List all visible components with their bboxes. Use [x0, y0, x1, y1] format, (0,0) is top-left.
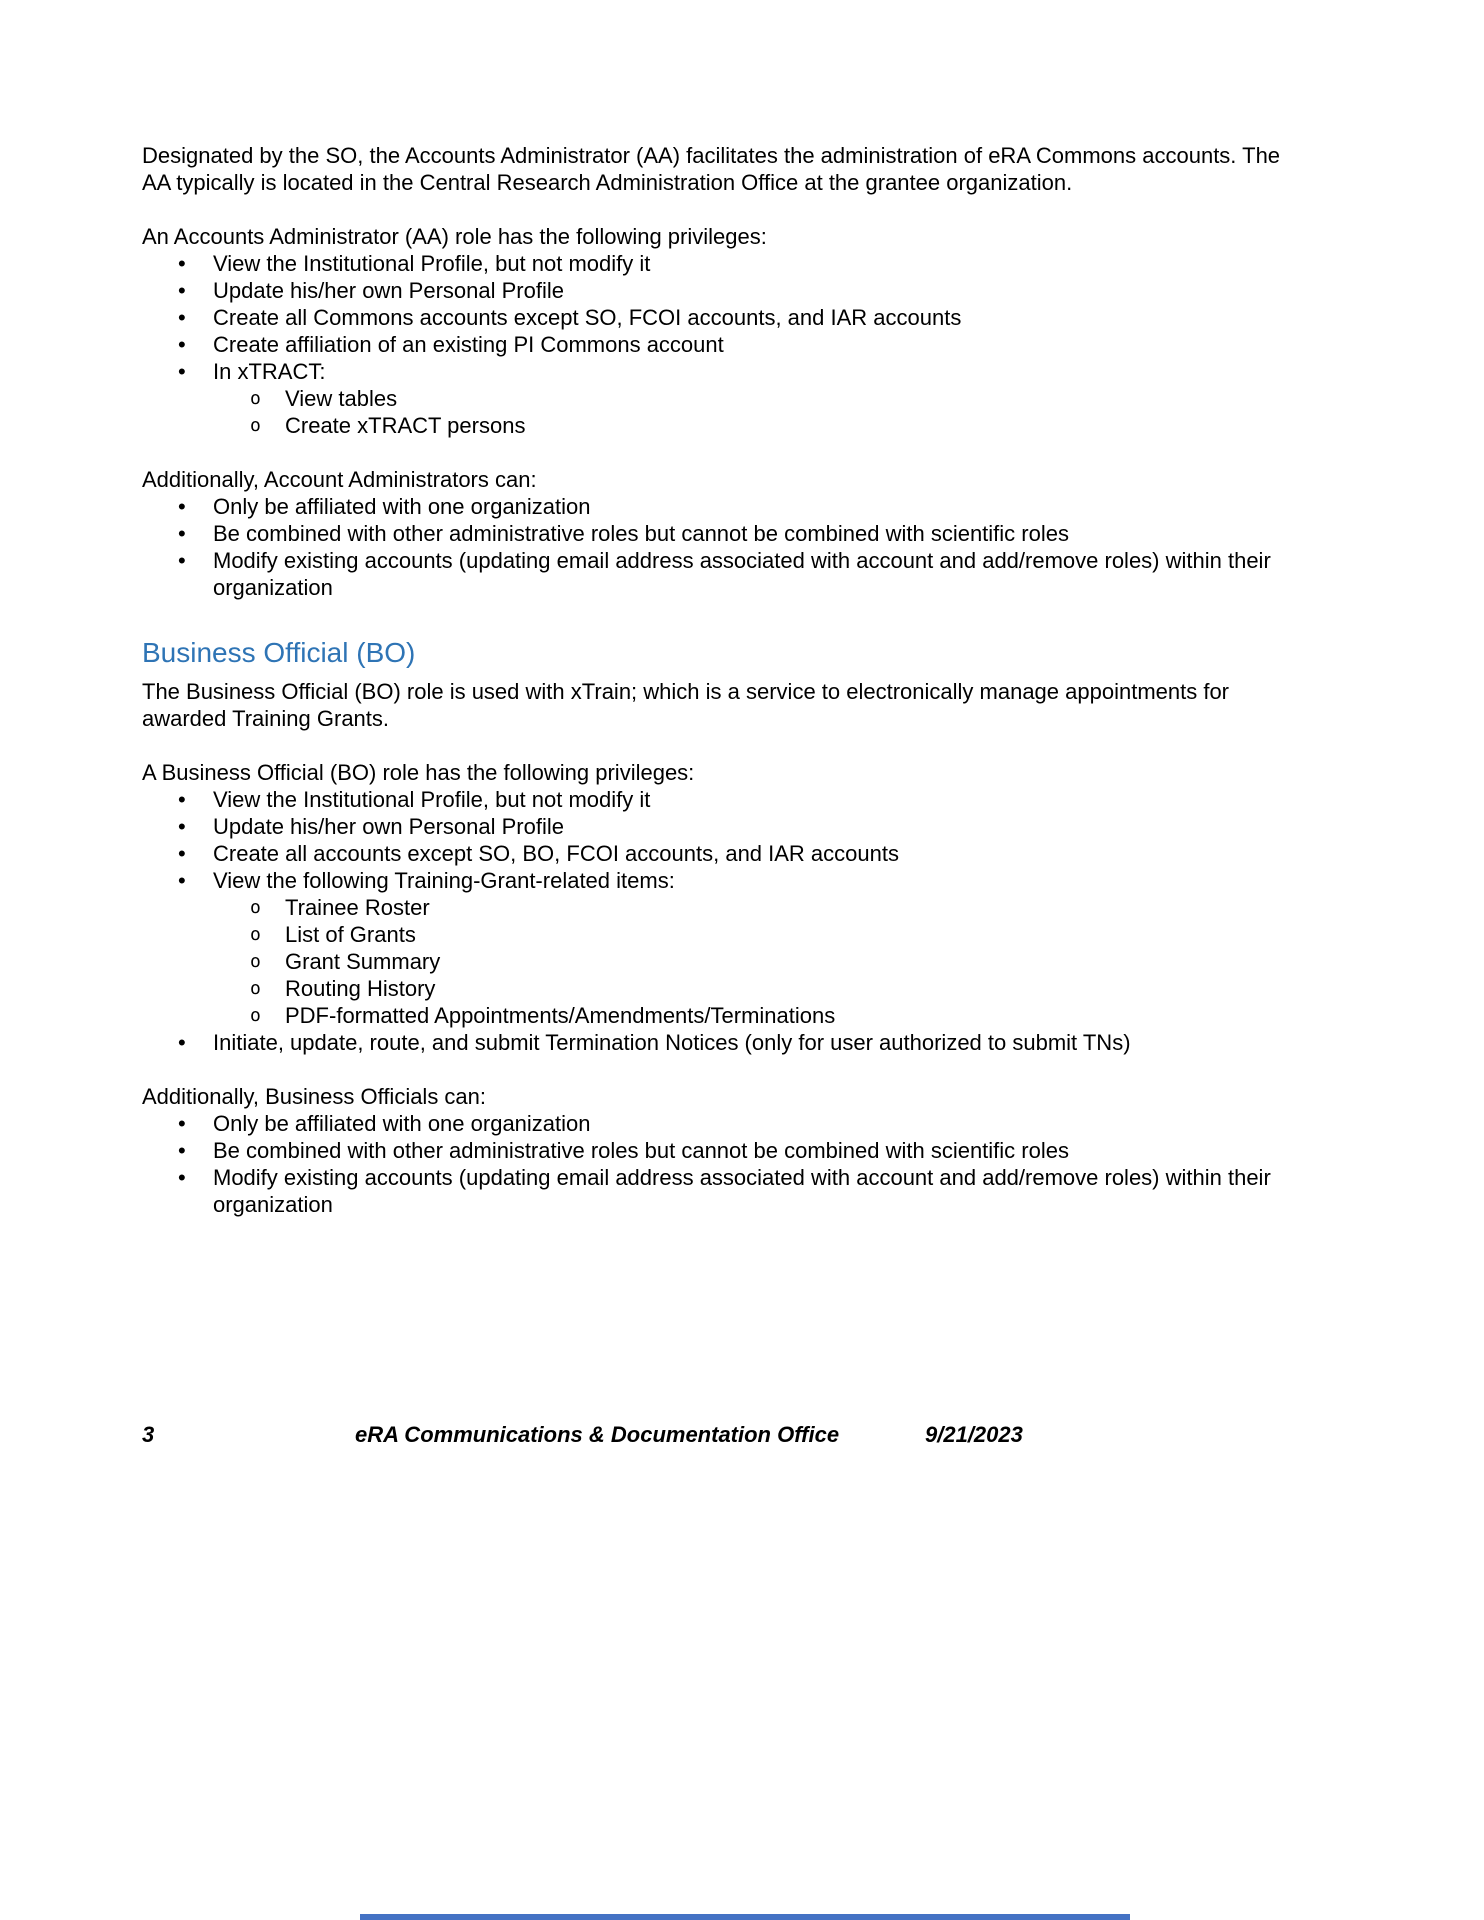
- list-subitem: [142, 385, 1312, 412]
- list-subitem: [142, 921, 1312, 948]
- aa-additional-intro: Additionally, Account Administrators can:: [142, 467, 537, 492]
- list-item-text: Modify existing accounts (updating email address associated with account and add/remove roles) within their organization: [213, 548, 1271, 600]
- list-item: [142, 1110, 1312, 1137]
- list-item: [142, 813, 1312, 840]
- list-item: [142, 493, 1312, 520]
- list-item-text: Be combined with other administrative roles but cannot be combined with scientific roles: [213, 521, 1069, 546]
- circle-bullet-icon: o: [250, 924, 261, 945]
- list-subitem: [142, 975, 1312, 1002]
- bullet-icon: •: [178, 278, 186, 303]
- bullet-icon: •: [178, 548, 186, 573]
- page-bottom-accent-bar: [360, 1914, 1130, 1920]
- section-heading-business-official: Business Official (BO): [142, 637, 416, 668]
- circle-bullet-icon: o: [250, 415, 261, 436]
- list-item-text: View the following Training-Grant-related items:: [213, 868, 675, 893]
- page-content: [142, 142, 1312, 1245]
- aa-intro-paragraph: Designated by the SO, the Accounts Administrator (AA) facilitates the administration of eRA Commons accounts. The AA typically is located in the Central Research Administration Office at the grantee organization.: [142, 143, 1281, 195]
- bullet-icon: •: [178, 1165, 186, 1190]
- bullet-icon: •: [178, 1030, 186, 1055]
- list-item: [142, 840, 1312, 867]
- footer-office-name: eRA Communications & Documentation Office: [355, 1422, 840, 1447]
- bo-intro-paragraph: The Business Official (BO) role is used with xTrain; which is a service to electronically manage appointments for awarded Training Grants.: [142, 679, 1230, 731]
- list-item-text: PDF-formatted Appointments/Amendments/Terminations: [285, 1003, 836, 1028]
- list-item: [142, 331, 1312, 358]
- bullet-icon: •: [178, 251, 186, 276]
- list-item-text: Update his/her own Personal Profile: [213, 278, 564, 303]
- list-item-text: Create affiliation of an existing PI Commons account: [213, 332, 724, 357]
- bullet-icon: •: [178, 359, 186, 384]
- list-subitem: [142, 948, 1312, 975]
- circle-bullet-icon: o: [250, 897, 261, 918]
- list-item: [142, 1029, 1312, 1056]
- list-item-text: Trainee Roster: [285, 895, 430, 920]
- list-item: [142, 547, 1312, 601]
- list-item-text: Modify existing accounts (updating email address associated with account and add/remove roles) within their organization: [213, 1165, 1271, 1217]
- bo-privileges-list: [142, 786, 1312, 1056]
- page-footer: [0, 1421, 1484, 1451]
- bullet-icon: •: [178, 1111, 186, 1136]
- list-item-text: Grant Summary: [285, 949, 441, 974]
- bullet-icon: •: [178, 494, 186, 519]
- list-item-text: In xTRACT:: [213, 359, 326, 384]
- bo-additional-intro: Additionally, Business Officials can:: [142, 1084, 487, 1109]
- list-item-text: Create all Commons accounts except SO, FCOI accounts, and IAR accounts: [213, 305, 962, 330]
- bullet-icon: •: [178, 814, 186, 839]
- bullet-icon: •: [178, 332, 186, 357]
- bullet-icon: •: [178, 521, 186, 546]
- list-item: [142, 277, 1312, 304]
- list-item-text: View the Institutional Profile, but not modify it: [213, 787, 651, 812]
- list-subitem: [142, 1002, 1312, 1029]
- list-item: [142, 358, 1312, 385]
- aa-privileges-intro: An Accounts Administrator (AA) role has the following privileges:: [142, 224, 767, 249]
- aa-privileges-list: [142, 250, 1312, 439]
- list-subitem: [142, 412, 1312, 439]
- bullet-icon: •: [178, 841, 186, 866]
- list-item-text: Update his/her own Personal Profile: [213, 814, 564, 839]
- circle-bullet-icon: o: [250, 978, 261, 999]
- list-item: [142, 520, 1312, 547]
- list-item-text: View tables: [285, 386, 398, 411]
- list-item-text: View the Institutional Profile, but not modify it: [213, 251, 651, 276]
- list-item: [142, 304, 1312, 331]
- list-item: [142, 867, 1312, 894]
- list-item: [142, 786, 1312, 813]
- list-item-text: Only be affiliated with one organization: [213, 494, 591, 519]
- list-item-text: Initiate, update, route, and submit Termination Notices (only for user authorized to submit TNs): [213, 1030, 1131, 1055]
- bullet-icon: •: [178, 787, 186, 812]
- list-item-text: Create all accounts except SO, BO, FCOI accounts, and IAR accounts: [213, 841, 899, 866]
- list-item: [142, 1137, 1312, 1164]
- footer-date: 9/21/2023: [925, 1422, 1023, 1447]
- footer-page-number: 3: [142, 1422, 155, 1447]
- list-subitem: [142, 894, 1312, 921]
- list-item: [142, 1164, 1312, 1218]
- list-item-text: Create xTRACT persons: [285, 413, 526, 438]
- circle-bullet-icon: o: [250, 1005, 261, 1026]
- list-item-text: Only be affiliated with one organization: [213, 1111, 591, 1136]
- bullet-icon: •: [178, 1138, 186, 1163]
- list-item-text: Be combined with other administrative roles but cannot be combined with scientific roles: [213, 1138, 1069, 1163]
- bullet-icon: •: [178, 868, 186, 893]
- list-item-text: Routing History: [285, 976, 436, 1001]
- circle-bullet-icon: o: [250, 951, 261, 972]
- list-item: [142, 250, 1312, 277]
- aa-additional-list: [142, 493, 1312, 601]
- bo-additional-list: [142, 1110, 1312, 1218]
- bullet-icon: •: [178, 305, 186, 330]
- bo-privileges-intro: A Business Official (BO) role has the following privileges:: [142, 760, 695, 785]
- circle-bullet-icon: o: [250, 388, 261, 409]
- list-item-text: List of Grants: [285, 922, 416, 947]
